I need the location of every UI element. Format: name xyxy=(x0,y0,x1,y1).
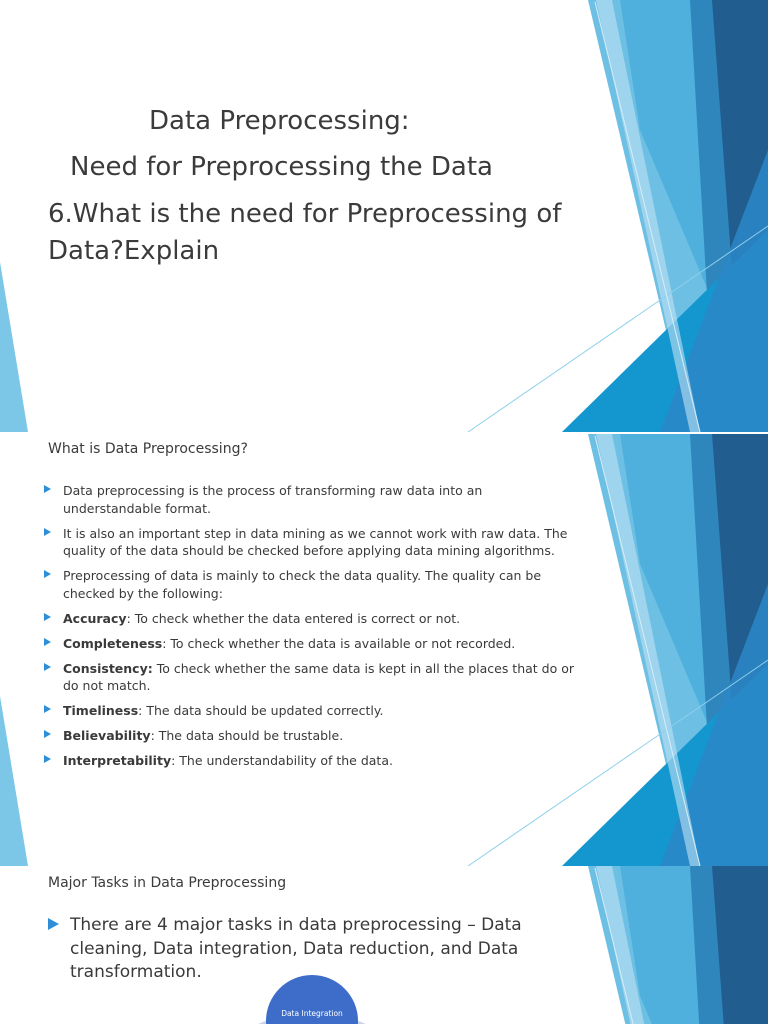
bullet-arrow-icon xyxy=(44,705,51,713)
bullet-list xyxy=(44,482,578,777)
slide-title-line-1: Data Preprocessing: xyxy=(149,106,410,136)
bullet-arrow-icon xyxy=(44,613,51,621)
bullet-term: Consistency: xyxy=(63,660,153,676)
bullet-term: Timeliness xyxy=(63,703,139,718)
bullet-arrow-icon xyxy=(44,638,51,646)
bullet-list xyxy=(48,914,568,985)
diagram-label: Data Integration xyxy=(281,1009,343,1018)
slide-major-tasks xyxy=(0,866,768,1024)
question-line-2: Data?Explain xyxy=(48,236,220,266)
bullet-term: Believability xyxy=(63,728,151,743)
bullet-item: Timeliness: The data should be updated correctly. xyxy=(44,702,578,720)
bullet-arrow-icon xyxy=(48,918,59,930)
bullet-arrow-icon xyxy=(44,730,51,738)
bullet-item: Completeness: To check whether the data is available or not recorded. xyxy=(44,635,578,653)
bullet-item: It is also an important step in data mining as we cannot work with raw data. The quality of the data should be checked before applying data mining algorithms. xyxy=(44,525,578,560)
bullet-term: Interpretability xyxy=(63,753,172,768)
slide-what-is-preprocessing xyxy=(0,434,768,866)
bullet-term: Accuracy xyxy=(63,610,127,626)
slide-title xyxy=(0,0,768,432)
bullet-item: Data preprocessing is the process of transforming raw data into an understandable format. xyxy=(44,482,578,517)
slide-heading: Major Tasks in Data Preprocessing xyxy=(48,875,287,891)
bullet-item: Accuracy: To check whether the data entered is correct or not. xyxy=(44,610,578,628)
bullet-item: Consistency: To check whether the same data is kept in all the places that do or do not match. xyxy=(44,660,578,695)
slide-heading: What is Data Preprocessing? xyxy=(48,441,248,457)
bullet-item: Interpretability: The understandability of the data. xyxy=(44,752,578,770)
bullet-item: Believability: The data should be trustable. xyxy=(44,727,578,745)
bullet-arrow-icon xyxy=(44,755,51,763)
slide-title-line-2: Need for Preprocessing the Data xyxy=(70,152,493,182)
bullet-arrow-icon xyxy=(44,570,51,578)
bullet-term: Completeness xyxy=(63,635,163,651)
bullet-arrow-icon xyxy=(44,485,51,493)
bullet-arrow-icon xyxy=(44,528,51,536)
bullet-item: Preprocessing of data is mainly to check the data quality. The quality can be checked by the following: xyxy=(44,567,578,602)
bullet-item: There are 4 major tasks in data preprocessing – Data cleaning, Data integration, Data reduction, and Data transformation. xyxy=(48,914,568,985)
question-line-1: 6.What is the need for Preprocessing of xyxy=(48,199,562,229)
bullet-arrow-icon xyxy=(44,663,51,671)
